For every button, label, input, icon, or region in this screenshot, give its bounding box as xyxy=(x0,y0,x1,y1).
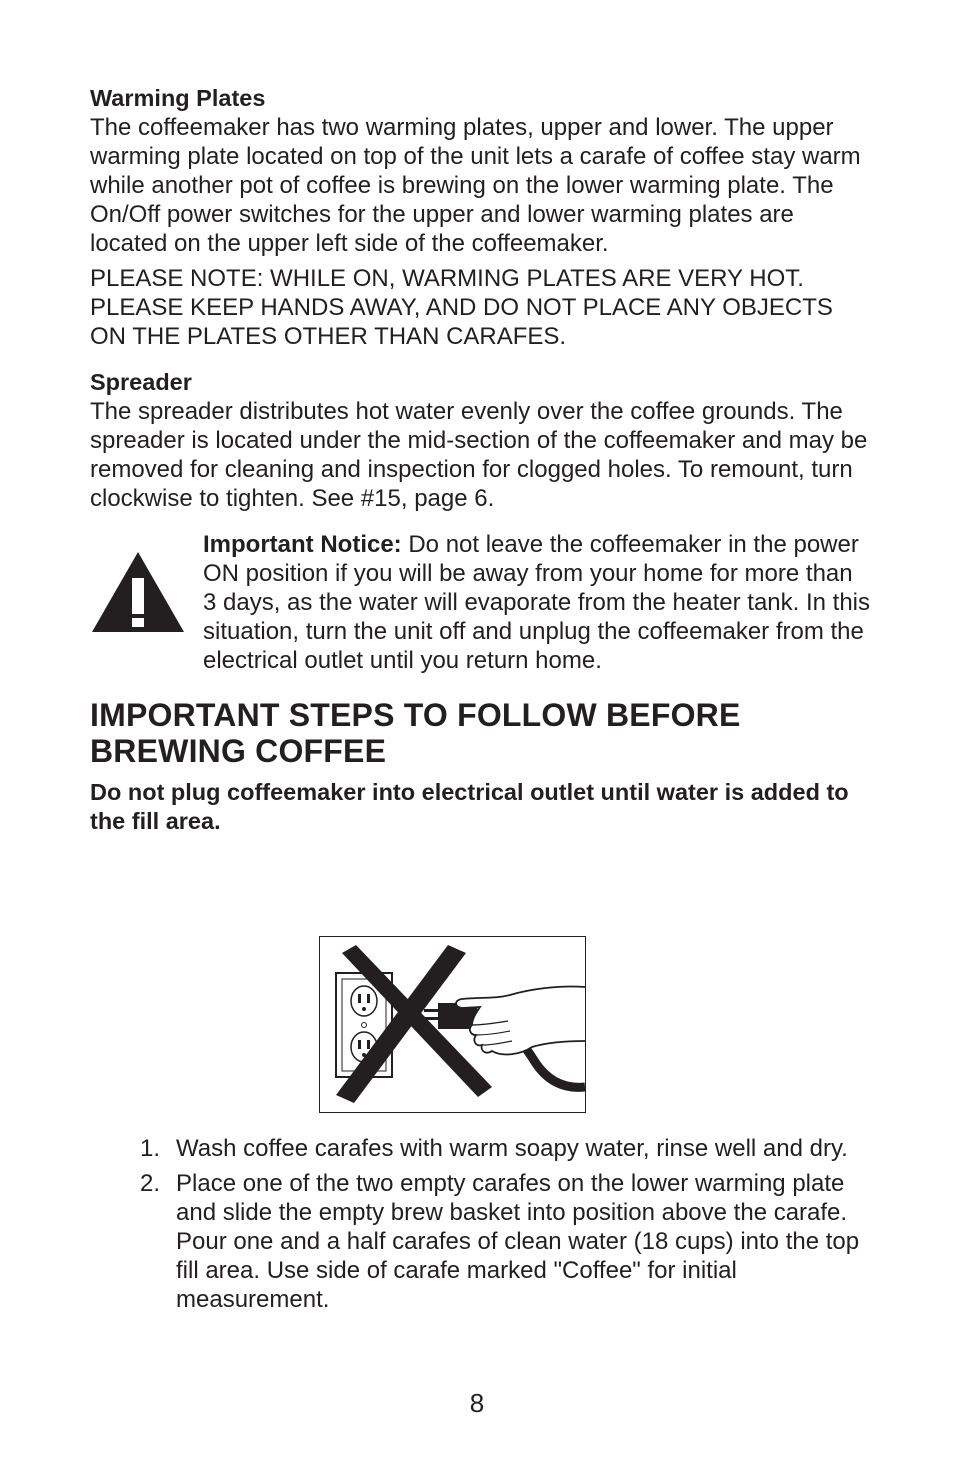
steps-list xyxy=(140,1134,870,1320)
list-item xyxy=(140,1169,870,1314)
plug-warning: Do not plug coffeemaker into electrical outlet until water is added to the fill area. xyxy=(90,779,849,834)
step-text: Place one of the two empty carafes on the lower warming plate and slide the empty brew basket into position above the carafe. Pour one and a half carafes of clean water (18 cups) into the top fill area. Use side of carafe marked "Coffee" for initial measurement. xyxy=(176,1170,860,1313)
spreader-heading: Spreader xyxy=(90,369,192,395)
steps-heading: IMPORTANT STEPS TO FOLLOW BEFORE BREWING COFFEE xyxy=(90,697,741,769)
step-number: 2. xyxy=(140,1170,161,1197)
spreader-body: The spreader distributes hot water evenly over the coffee grounds. The spreader is located under the mid-section of the coffeemaker and may be removed for cleaning and inspection for clogged holes. To remount, turn clockwise to tighten. See #15, page 6. xyxy=(90,398,868,512)
do-not-plug-in-illustration xyxy=(319,936,586,1113)
warning-triangle-icon xyxy=(90,530,203,675)
important-notice xyxy=(90,530,870,675)
page-content xyxy=(90,84,870,836)
warming-plates-body: The coffeemaker has two warming plates, upper and lower. The upper warming plate located on top of the unit lets a carafe of coffee stay warm while another pot of coffee is brewing on the lower warming plate. The On/Off power switches for the upper and lower warming plates are located on the upper left side of the coffeemaker. xyxy=(90,114,861,257)
warming-plates-heading: Warming Plates xyxy=(90,85,266,111)
warming-plates-note: PLEASE NOTE: WHILE ON, WARMING PLATES ARE VERY HOT. PLEASE KEEP HANDS AWAY, AND DO NOT PLACE ANY OBJECTS ON THE PLATES OTHER THAN CARAFES. xyxy=(90,265,833,350)
important-notice-label: Important Notice: xyxy=(203,531,402,558)
list-item xyxy=(140,1134,870,1163)
important-notice-body: Do not leave the coffeemaker in the power ON position if you will be away from your home for more than 3 days, as the water will evaporate from the heater tank. In this situation, turn the unit off and unplug the coffeemaker from the electrical outlet until you return home. xyxy=(203,531,871,674)
step-number: 1. xyxy=(140,1135,161,1162)
step-text: Wash coffee carafes with warm soapy water, rinse well and dry. xyxy=(176,1135,848,1162)
page-number: 8 xyxy=(469,1388,485,1418)
important-notice-text xyxy=(203,530,870,675)
